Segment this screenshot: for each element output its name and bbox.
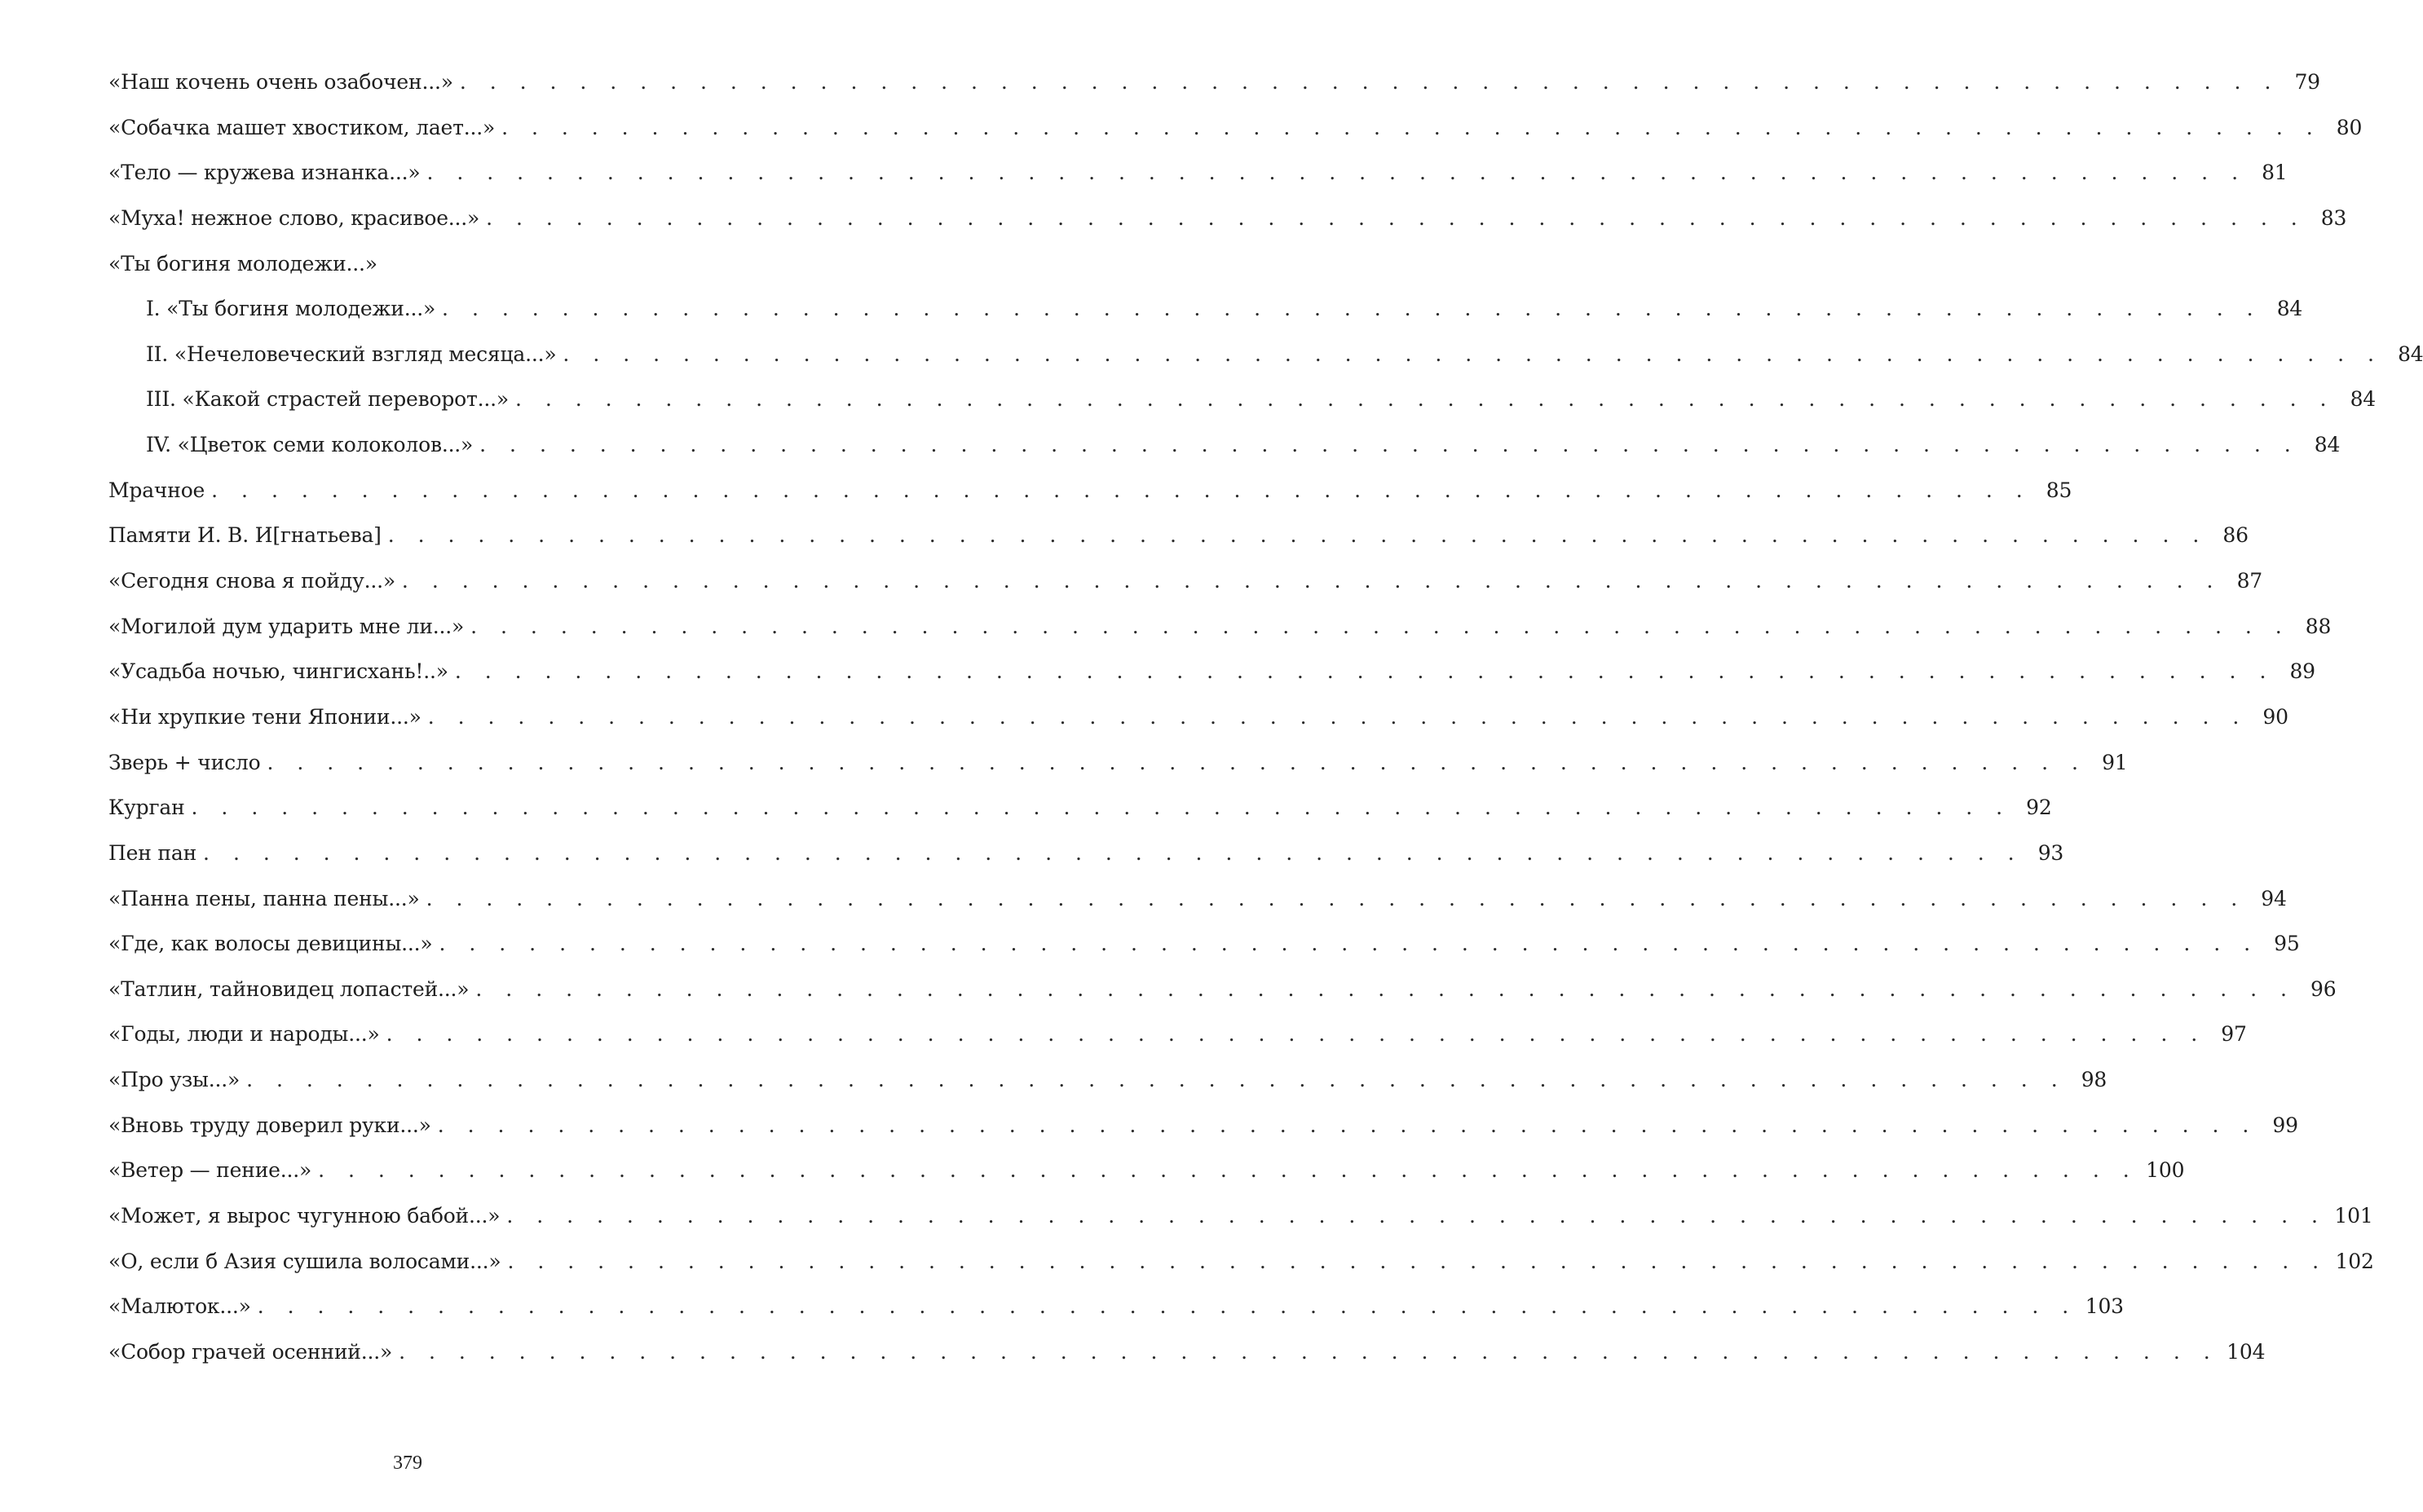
toc-entry <box>108 614 2332 660</box>
dot-leader: . . . . . . . . . . . . . . . . . . . . . . . . . . . . . . . . . . . . . . . . . . . . . . . . . . . . . . . . . . . . . <box>470 614 2291 638</box>
toc-entry-page: 95 <box>2274 932 2300 956</box>
toc-entry-page: 96 <box>2310 976 2337 1001</box>
toc-entry <box>108 704 2288 751</box>
dot-leader: . . . . . . . . . . . . . . . . . . . . . . . . . . . . . . . . . . . . . . . . . . . . . . . . . . . . . . . . . . . . . <box>427 704 2248 729</box>
toc-entry-title: «Годы, люди и народы...» <box>108 1022 380 1047</box>
toc-entry <box>108 1022 2247 1068</box>
toc-entry-title: «Ни хрупкие тени Японии...» <box>108 704 421 729</box>
toc-entry-title: Курган <box>108 796 185 820</box>
dot-leader: . . . . . . . . . . . . . . . . . . . . . . . . . . . . . . . . . . . . . . . . . . . . . . . . . . . . . . . . . . . . . <box>507 1249 2328 1273</box>
dot-leader: . . . . . . . . . . . . . . . . . . . . . . . . . . . . . . . . . . . . . . . . . . . . . . . . . . . . . . . . . . . . . <box>267 750 2087 774</box>
toc-entry-title: «Собачка машет хвостиком, лает...» <box>108 115 496 139</box>
toc-entry-title: III. «Какой страстей переворот...» <box>146 387 509 412</box>
toc-entry <box>108 886 2287 932</box>
toc-entry-title: «О, если б Азия сушила волосами...» <box>108 1249 501 1273</box>
toc-entry-title: Пен пан <box>108 840 197 865</box>
toc-entry-title: IV. «Цветок семи колоколов...» <box>146 433 474 457</box>
toc-entry-page: 88 <box>2305 614 2332 638</box>
toc-entry-page: 99 <box>2272 1113 2298 1137</box>
toc-entry-title: «Малюток...» <box>108 1294 251 1319</box>
toc-entry-title: «Тело — кружева изнанка...» <box>108 161 421 185</box>
toc-entry <box>108 1068 2107 1113</box>
toc-entry <box>108 205 2347 252</box>
toc-entry-title: «Про узы...» <box>108 1068 241 1092</box>
toc-entry <box>108 1113 2298 1159</box>
toc-entry <box>108 161 2288 206</box>
toc-entry-title: Мрачное <box>108 478 205 502</box>
toc-entry <box>108 1339 2266 1386</box>
dot-leader: . . . . . . . . . . . . . . . . . . . . . . . . . . . . . . . . . . . . . . . . . . . . . . . . . . . . . . . . . . . . . <box>439 932 2259 956</box>
toc-entry-page: 84 <box>2350 387 2376 412</box>
toc-entry <box>108 1249 2374 1295</box>
toc-subentry <box>108 387 2376 433</box>
toc-entry <box>108 523 2249 569</box>
toc-entry-title: Памяти И. В. И[гнатьева] <box>108 523 382 548</box>
toc-entry-title: «Ты богиня молодежи...» <box>108 251 377 276</box>
toc-entry-title: «Ветер — пение...» <box>108 1158 312 1183</box>
dot-leader: . . . . . . . . . . . . . . . . . . . . . . . . . . . . . . . . . . . . . . . . . . . . . . . . . . . . . . . . . . . . . <box>246 1068 2067 1092</box>
toc-entry <box>108 1158 2185 1204</box>
toc-entry <box>108 750 2128 796</box>
toc-entry <box>108 115 2363 161</box>
toc-entry-page: 81 <box>2262 161 2288 185</box>
toc-entry-title: «Панна пены, панна пены...» <box>108 886 420 910</box>
dot-leader: . . . . . . . . . . . . . . . . . . . . . . . . . . . . . . . . . . . . . . . . . . . . . . . . . . . . . . . . . . . . . <box>506 1204 2327 1228</box>
toc-entry <box>108 840 2064 887</box>
toc-entry <box>108 478 2072 524</box>
toc-entry <box>108 796 2052 841</box>
toc-entry-page: 100 <box>2146 1158 2185 1183</box>
dot-leader: . . . . . . . . . . . . . . . . . . . . . . . . . . . . . . . . . . . . . . . . . . . . . . . . . . . . . . . . . . . . . <box>459 70 2280 94</box>
toc-entry-title: «Могилой дум ударить мне ли...» <box>108 614 465 638</box>
dot-leader: . . . . . . . . . . . . . . . . . . . . . . . . . . . . . . . . . . . . . . . . . . . . . . . . . . . . . . . . . . . . . <box>479 433 2300 457</box>
toc-entry-page: 86 <box>2222 523 2249 548</box>
toc-entry-page: 98 <box>2081 1068 2107 1092</box>
toc-entry-page: 92 <box>2026 796 2052 820</box>
dot-leader: . . . . . . . . . . . . . . . . . . . . . . . . . . . . . . . . . . . . . . . . . . . . . . . . . . . . . . . . . . . . . <box>257 1294 2077 1319</box>
toc-entry-title: I. «Ты богиня молодежи...» <box>146 297 436 321</box>
toc-entry <box>108 976 2337 1023</box>
toc-entry-page: 84 <box>2398 342 2423 366</box>
dot-leader: . . . . . . . . . . . . . . . . . . . . . . . . . . . . . . . . . . . . . . . . . . . . . . . . . . . . . . . . . . . . . <box>401 569 2222 593</box>
page-number: 379 <box>393 1452 422 1474</box>
toc-entry <box>108 252 723 298</box>
dot-leader: . . . . . . . . . . . . . . . . . . . . . . . . . . . . . . . . . . . . . . . . . . . . . . . . . . . . . . . . . . . . . <box>203 840 2024 865</box>
toc-entry-page: 87 <box>2236 569 2262 593</box>
toc-entry <box>108 1294 2124 1340</box>
toc-entry <box>108 1204 2373 1250</box>
toc-entry-page: 90 <box>2262 704 2288 729</box>
dot-leader: . . . . . . . . . . . . . . . . . . . . . . . . . . . . . . . . . . . . . . . . . . . . . . . . . . . . . . . . . . . . . <box>318 1158 2138 1183</box>
dot-leader: . . . . . . . . . . . . . . . . . . . . . . . . . . . . . . . . . . . . . . . . . . . . . . . . . . . . . . . . . . . . . <box>454 659 2275 684</box>
toc-entry-page: 101 <box>2334 1204 2373 1228</box>
toc-subentry <box>108 342 2423 388</box>
toc-entry-page: 91 <box>2102 750 2128 774</box>
dot-leader: . . . . . . . . . . . . . . . . . . . . . . . . . . . . . . . . . . . . . . . . . . . . . . . . . . . . . . . . . . . . . <box>514 387 2335 412</box>
toc-entry-title: «Где, как волосы девицины...» <box>108 932 433 956</box>
toc-entry <box>108 659 2315 705</box>
toc-entry-title: «Усадьба ночью, чингисхань!..» <box>108 659 448 684</box>
toc-subentry <box>108 433 2341 478</box>
dot-leader: . . . . . . . . . . . . . . . . . . . . . . . . . . . . . . . . . . . . . . . . . . . . . . . . . . . . . . . . . . . . . <box>191 796 2011 820</box>
dot-leader: . . . . . . . . . . . . . . . . . . . . . . . . . . . . . . . . . . . . . . . . . . . . . . . . . . . . . . . . . . . . . <box>437 1113 2257 1137</box>
toc-entry-page: 103 <box>2085 1294 2124 1319</box>
toc-entry-page: 97 <box>2221 1022 2247 1047</box>
toc-subentry <box>108 297 2303 342</box>
dot-leader: . . . . . . . . . . . . . . . . . . . . . . . . . . . . . . . . . . . . . . . . . . . . . . . . . . . . . . . . . . . . . <box>475 976 2296 1001</box>
toc-entry-title: «Сегодня снова я пойду...» <box>108 569 395 593</box>
toc-entry-title: «Наш кочень очень озабочен...» <box>108 70 453 94</box>
toc-entry <box>108 70 2320 116</box>
toc-entry-page: 80 <box>2336 115 2363 139</box>
table-of-contents <box>108 70 2423 1386</box>
toc-entry-title: «Муха! нежное слово, красивое...» <box>108 205 480 230</box>
toc-entry <box>108 569 2262 615</box>
dot-leader: . . . . . . . . . . . . . . . . . . . . . . . . . . . . . . . . . . . . . . . . . . . . . . . . . . . . . . . . . . . . . <box>486 205 2306 230</box>
dot-leader: . . . . . . . . . . . . . . . . . . . . . . . . . . . . . . . . . . . . . . . . . . . . . . . . . . . . . . . . . . . . . <box>563 342 2383 366</box>
toc-entry-page: 94 <box>2261 886 2287 910</box>
toc-entry-title: Зверь + число <box>108 750 261 774</box>
dot-leader: . . . . . . . . . . . . . . . . . . . . . . . . . . . . . . . . . . . . . . . . . . . . . . . . . . . . . . . . . . . . . <box>426 886 2246 910</box>
toc-entry-page: 84 <box>2276 297 2303 321</box>
toc-entry-page: 83 <box>2320 205 2347 230</box>
toc-entry-page: 104 <box>2227 1339 2266 1364</box>
toc-entry-page: 93 <box>2037 840 2064 865</box>
toc-entry-page: 84 <box>2314 433 2341 457</box>
toc-entry-title: «Татлин, тайновидец лопастей...» <box>108 976 470 1001</box>
dot-leader: . . . . . . . . . . . . . . . . . . . . . . . . . . . . . . . . . . . . . . . . . . . . . . . . . . . . . . . . . . . . . <box>426 161 2247 185</box>
dot-leader: . . . . . . . . . . . . . . . . . . . . . . . . . . . . . . . . . . . . . . . . . . . . . . . . . . . . . . . . . . . . . <box>211 478 2032 502</box>
toc-entry-title: II. «Нечеловеческий взгляд месяца...» <box>146 342 557 366</box>
toc-entry-title: «Собор грачей осенний...» <box>108 1339 393 1364</box>
toc-entry <box>108 932 2300 977</box>
toc-entry-page: 89 <box>2289 659 2315 684</box>
toc-entry-title: «Вновь труду доверил руки...» <box>108 1113 431 1137</box>
dot-leader: . . . . . . . . . . . . . . . . . . . . . . . . . . . . . . . . . . . . . . . . . . . . . . . . . . . . . . . . . . . . . <box>399 1339 2219 1364</box>
toc-entry-title: «Может, я вырос чугунною бабой...» <box>108 1204 501 1228</box>
dot-leader: . . . . . . . . . . . . . . . . . . . . . . . . . . . . . . . . . . . . . . . . . . . . . . . . . . . . . . . . . . . . . <box>386 1022 2206 1047</box>
toc-entry-page: 85 <box>2046 478 2072 502</box>
toc-entry-page: 79 <box>2294 70 2320 94</box>
dot-leader: . . . . . . . . . . . . . . . . . . . . . . . . . . . . . . . . . . . . . . . . . . . . . . . . . . . . . . . . . . . . . <box>442 297 2262 321</box>
dot-leader: . . . . . . . . . . . . . . . . . . . . . . . . . . . . . . . . . . . . . . . . . . . . . . . . . . . . . . . . . . . . . <box>501 115 2322 139</box>
dot-leader: . . . . . . . . . . . . . . . . . . . . . . . . . . . . . . . . . . . . . . . . . . . . . . . . . . . . . . . . . . . . . <box>387 523 2208 548</box>
toc-entry-page: 102 <box>2335 1249 2374 1273</box>
